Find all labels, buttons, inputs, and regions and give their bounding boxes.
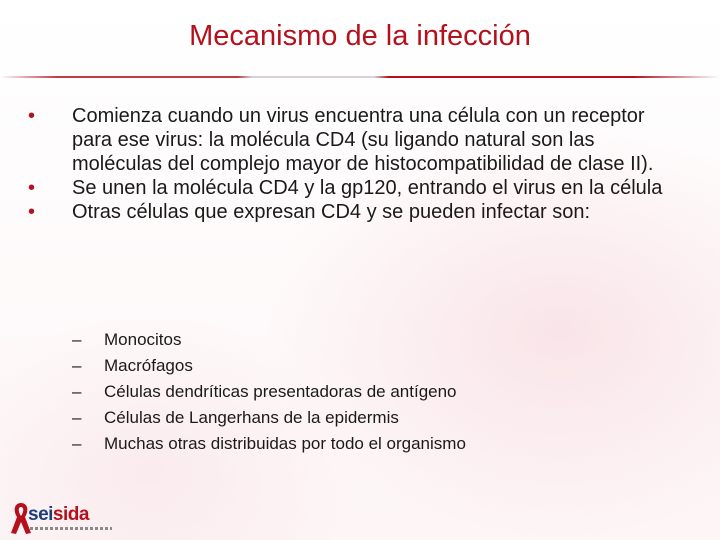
- slide-title: Mecanismo de la infección: [189, 20, 531, 52]
- bullet-marker: •: [28, 105, 36, 127]
- bullet-marker: •: [28, 201, 36, 223]
- bullet-text: Se unen la molécula CD4 y la gp120, entrando el virus en la célula: [72, 177, 663, 199]
- sub-bullet-item: [72, 431, 632, 457]
- seisida-logo: [8, 500, 118, 536]
- sub-bullet-marker: –: [72, 356, 82, 375]
- bullet-item: [28, 200, 688, 224]
- bullet-marker: •: [28, 177, 36, 199]
- bullet-text: Otras células que expresan CD4 y se pueden infectar son:: [72, 201, 591, 223]
- sub-bullet-text: Monocitos: [104, 330, 182, 349]
- bullet-item: [28, 104, 688, 176]
- sub-bullet-text: Muchas otras distribuidas por todo el organismo: [104, 434, 466, 453]
- logo-part-sei: sei: [28, 504, 53, 525]
- sub-bullet-item: [72, 353, 632, 379]
- logo-part-sida: sida: [52, 504, 89, 525]
- sub-bullet-marker: –: [72, 434, 82, 453]
- sub-bullet-list: [72, 327, 632, 457]
- logo-wordmark: [28, 504, 89, 526]
- sub-bullet-text: Células de Langerhans de la epidermis: [104, 408, 399, 427]
- logo-tagline-strip: [30, 527, 112, 530]
- bullet-text: Comienza cuando un virus encuentra una célula con un receptor para ese virus: la molécula CD4 (su ligando natural son las moléculas del complejo mayor de histocompatibilidad de clase II).: [72, 105, 654, 175]
- bullet-item: [28, 176, 688, 200]
- bullet-list: [28, 104, 688, 224]
- sub-bullet-marker: –: [72, 382, 82, 401]
- title-divider: [0, 76, 720, 78]
- sub-bullet-marker: –: [72, 330, 82, 349]
- sub-bullet-item: [72, 405, 632, 431]
- sub-bullet-item: [72, 327, 632, 353]
- sub-bullet-text: Células dendríticas presentadoras de antígeno: [104, 382, 457, 401]
- sub-bullet-item: [72, 379, 632, 405]
- sub-bullet-text: Macrófagos: [104, 356, 193, 375]
- sub-bullet-marker: –: [72, 408, 82, 427]
